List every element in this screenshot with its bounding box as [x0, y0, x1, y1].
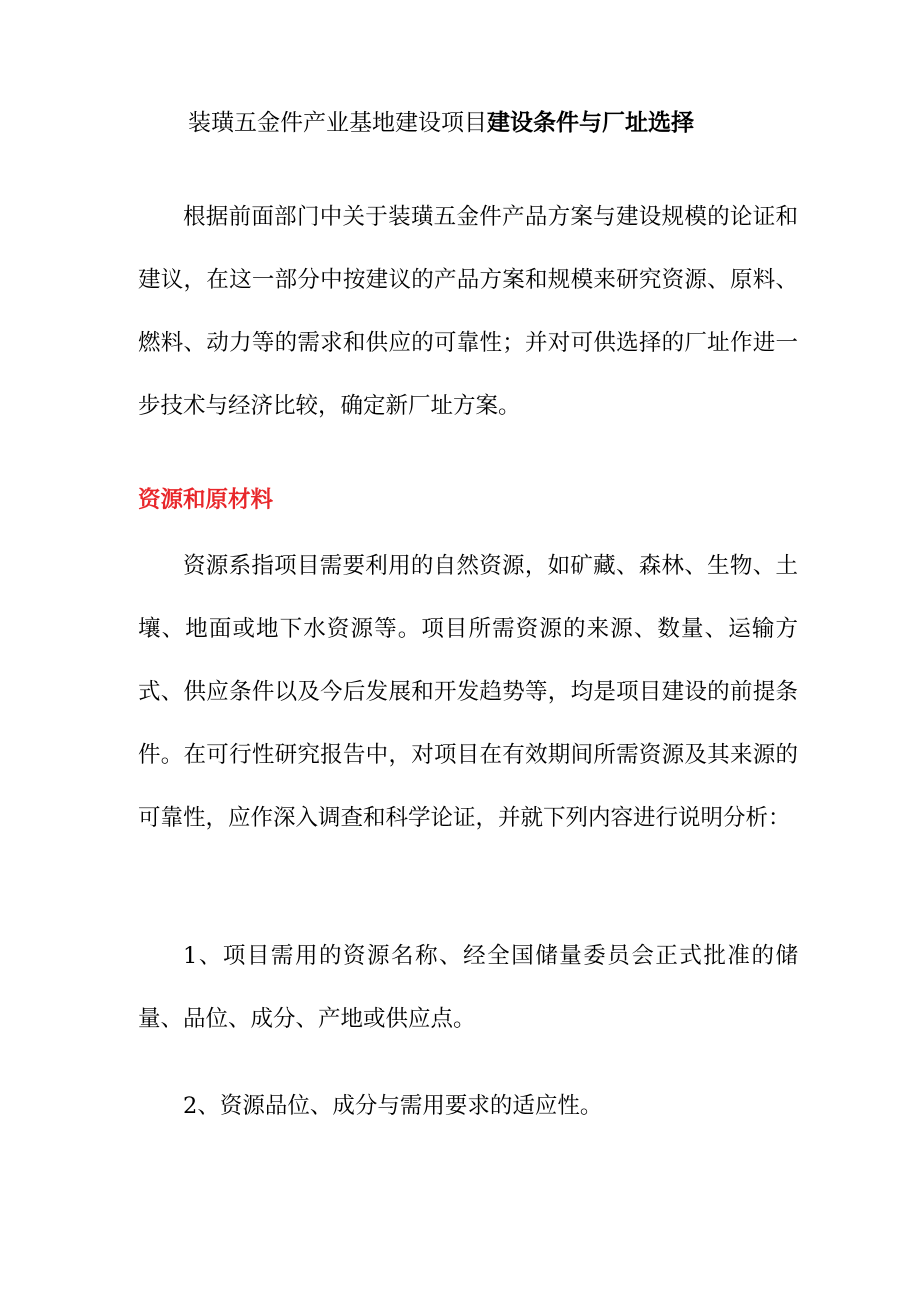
intro-paragraph: 根据前面部门中关于装璜五金件产品方案与建设规模的论证和建议，在这一部分中按建议的产品方案和规模来研究资源、原料、燃料、动力等的需求和供应的可靠性；并对可供选择的厂址作进一步技术与经济比较，确定新厂址方案。 — [138, 204, 798, 419]
title-bold-part: 建设条件与厂址选择 — [487, 109, 694, 136]
document-title — [188, 105, 828, 141]
title-regular-part: 装璜五金件产业基地建设项目 — [188, 110, 487, 136]
section-heading: 资源和原材料 — [138, 487, 274, 513]
list-item-2: 2、资源品位、成分与需用要求的适应性。 — [183, 1093, 603, 1119]
list-item-1: 1、项目需用的资源名称、经全国储量委员会正式批准的储量、品位、成分、产地或供应点。 — [138, 943, 798, 1032]
section-paragraph: 资源系指项目需要利用的自然资源，如矿藏、森林、生物、土壤、地面或地下水资源等。项目所需资源的来源、数量、运输方式、供应条件以及今后发展和开发趋势等，均是项目建设的前提条件。在可行性研究报告中，对项目在有效期间所需资源及其来源的可靠性，应作深入调查和科学论证，并就下列内容进行说明分析： — [138, 553, 798, 831]
